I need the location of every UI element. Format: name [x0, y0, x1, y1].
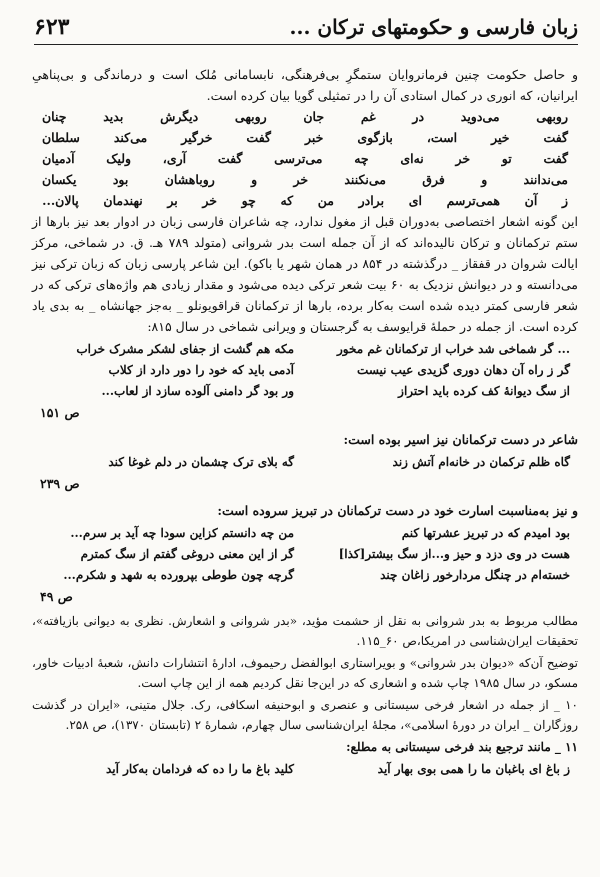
- footnote-10: ۱۰ _ از جمله در اشعار فرخی سیستانی و عنصری و ابوحنیفه اسکافی، رک. جلال متینی، «ایران در گذشت روزگاران _ ایران در دورهٔ اسلامی»، مجلهٔ ایران‌شناسی سال چهارم، شمارهٔ ۲ (تابستان ۱۳۷۰)، ص ۲۵۸.: [32, 698, 578, 732]
- poem-word: ای: [408, 193, 422, 208]
- poem-word: من: [317, 193, 334, 208]
- poem-word: چه: [354, 151, 369, 166]
- poem-word: یکسان: [42, 172, 77, 187]
- poem-word: نهندمان: [103, 193, 143, 208]
- hemistich: گرچه چون طوطی بپرورده به شهد و شکرم...: [63, 568, 294, 582]
- poem-word: می‌ترسی: [274, 151, 323, 166]
- hemistich: از سگ دیوانهٔ کف کرده باید احتراز: [398, 384, 570, 398]
- poem-word: نه‌ای: [400, 151, 424, 166]
- poem-word: آری،: [162, 151, 187, 166]
- paragraph-intro: و حاصل حکومت چنین فرمانروایان ستمگرِ بی‌فرهنگی، نابسامانی مُلک است و درماندگی و بی‌پناهیِ ایرانیان، که انوری در کمال استادی آن را در تمثیلی گویا بیان کرده است.: [32, 67, 578, 103]
- running-title: زبان فارسی و حکومتهای ترکان ...: [289, 15, 578, 39]
- poem-word: گفت: [543, 151, 568, 166]
- poem-word: ولیک: [106, 151, 132, 166]
- page-reference: ص ۲۳۹: [40, 476, 80, 491]
- poem-word: روبهی: [234, 109, 267, 124]
- footnote-11: ۱۱ _ مانند ترجیع بند فرخی سیستانی به مطلع:: [346, 740, 578, 754]
- hemistich: من چه دانستم کزاین سودا چه آید بر سرم...: [70, 526, 294, 540]
- page-body: [32, 64, 578, 780]
- poem-word: گفت: [543, 130, 568, 145]
- intro-tabriz: و نیز به‌مناسبت اسارت خود در دست ترکمانان در تبریز سروده است:: [217, 503, 578, 518]
- poem-word: می‌ندانند: [523, 172, 568, 187]
- poem-word: ز: [561, 193, 568, 208]
- poem-word: خر: [202, 193, 217, 208]
- poem-word: و: [251, 172, 258, 187]
- poem-farrokhi: [36, 759, 570, 780]
- hemistich: خسته‌ام در چنگل مردارخور زاغان چند: [380, 568, 570, 582]
- poem-word: می‌دوید: [460, 109, 500, 124]
- poem-word: خر: [455, 151, 471, 166]
- poem-word: روباهشان: [164, 172, 215, 187]
- poem-word: گفت: [217, 151, 243, 166]
- hemistich: گر از این معنی دروغی گفتم از سگ کمترم: [80, 547, 294, 561]
- poem-word: گفت: [246, 130, 271, 145]
- poem-word: که: [280, 193, 294, 208]
- page-reference: ص ۱۵۱: [40, 405, 80, 420]
- poem-line: [42, 169, 568, 190]
- footnote-explain: توضیح آن‌که «دیوان بدر شروانی» و بویراستاری ابوالفضل رحیموف، ادارهٔ انتشارات دانش، شعبهٔ ادبیات خاور، مسکو، در سال ۱۹۸۵ چاپ شده و اشعاری که در این‌جا نقل کردیم همه از این چاپ است.: [32, 656, 578, 690]
- hemistich: گر ز راه آن دهان دوری گزیدی عیب نیست: [357, 363, 570, 377]
- hemistich: ... گر شماخی شد خراب از ترکمانان غم مخور: [336, 342, 570, 356]
- hemistich: ور بود گر دامنی آلوده سازد از لعاب...: [101, 384, 294, 398]
- poem-word: سلطان: [42, 130, 80, 145]
- hemistich: ز باغ ای باغبان ما را همی بوی بهار آید: [377, 762, 570, 776]
- poem-word: همی‌ترسم: [446, 193, 501, 208]
- poem-word: روبهی: [536, 109, 568, 124]
- poem-word: چنان: [42, 109, 67, 124]
- poem-word: خیر: [491, 130, 510, 145]
- hemistich: بود امیدم که در تبریز عشرتها کنم: [401, 526, 570, 540]
- poem-word: و: [481, 172, 488, 187]
- poem-word: دیگرش: [160, 109, 199, 124]
- poem-word: تو: [501, 151, 512, 166]
- poem-word: در: [412, 109, 425, 124]
- page-number: ۶۲۳: [34, 14, 70, 40]
- footnotes: [32, 611, 578, 780]
- hemistich: مکه هم گشت از جفای لشکر مشرک خراب: [76, 342, 294, 356]
- page-header: [34, 10, 578, 45]
- poem-tabriz: [36, 523, 570, 586]
- page-reference: ص ۴۹: [40, 589, 73, 604]
- poem-line: [42, 148, 568, 169]
- hemistich: آدمی باید که خود را دور دارد از کلاب: [108, 363, 294, 377]
- poem-word: می‌نکنند: [344, 172, 386, 187]
- poem-line: [42, 190, 568, 211]
- poem-word: غم: [360, 109, 376, 124]
- poem-word: بود: [112, 172, 129, 187]
- poem-captive: [36, 452, 570, 473]
- poem-word: آن: [524, 193, 538, 208]
- hemistich: هست در وی دزد و حیز و...از سگ بیشتر[کذا]: [338, 547, 570, 561]
- poem-shamakhi: [36, 339, 570, 402]
- poem-line: [42, 106, 568, 127]
- poem-word: فرق: [422, 172, 445, 187]
- hemistich: کلید باغ ما را ده که فردامان به‌کار آید: [105, 762, 294, 776]
- poem-word: آدمیان: [42, 151, 75, 166]
- poem-word: بدید: [103, 109, 124, 124]
- poem-word: خرگیر: [181, 130, 213, 145]
- poem-word: است،: [426, 130, 458, 145]
- poem-word: خبر: [304, 130, 324, 145]
- poem-word: چو: [241, 193, 256, 208]
- paragraph-badr: این گونه اشعار اختصاصی به‌دوران قبل از مغول ندارد، چه شاعران فارسی زبان در ادوار بعد نیز بارها از ستم ترکمانان و ترکان نالیده‌اند که از آن جمله است بدر شروانی (متولد ۷۸۹ هـ. ق. در شماخی، مرکز ایالت شروان در قفقاز _ درگذشته در ۸۵۴ در همان شهر یا باکو). این شاعر پارسی زبان که زبان ترکی نیز می‌دانسته و در دیوانش نزدیک به ۶۰ بیت شعر ترکی دیده می‌شود و مقدار زیادی هم واژه‌های ترکی که در شعر فارسی کمتر دیده شده است به‌کار برده، بارها از ترکمانان قراقویونلو _ به‌جز جهانشاه _ به بدی یاد کرده است. از جمله در حملهٔ قرایوسف به گرجستان و ویرانی شماخی در سال ۸۱۵:: [32, 214, 579, 334]
- poem-word: پالان...: [42, 193, 79, 208]
- poem-word: می‌کند: [113, 130, 148, 145]
- poem-line: [42, 127, 568, 148]
- poem-word: بازگوی: [357, 130, 393, 145]
- poem-word: جان: [303, 109, 325, 124]
- anvari-poem: [32, 106, 578, 211]
- poem-word: بر: [167, 193, 178, 208]
- hemistich: گه بلای ترک چشمان در دلم غوغا کند: [108, 455, 294, 469]
- intro-captive: شاعر در دست ترکمانان نیز اسیر بوده است:: [343, 432, 578, 447]
- footnote-main: مطالب مربوط به بدر شروانی به نقل از حشمت مؤید، «بدر شروانی و اشعارش. نظری به دیوانی بازیافته»، تحقیقات ایران‌شناسی در امریکا،ص ۶۰_۱۱۵.: [32, 614, 578, 648]
- poem-word: خر: [293, 172, 309, 187]
- hemistich: گاه ظلم ترکمان در خانه‌ام آتش زند: [392, 455, 570, 469]
- poem-word: برادر: [358, 193, 385, 208]
